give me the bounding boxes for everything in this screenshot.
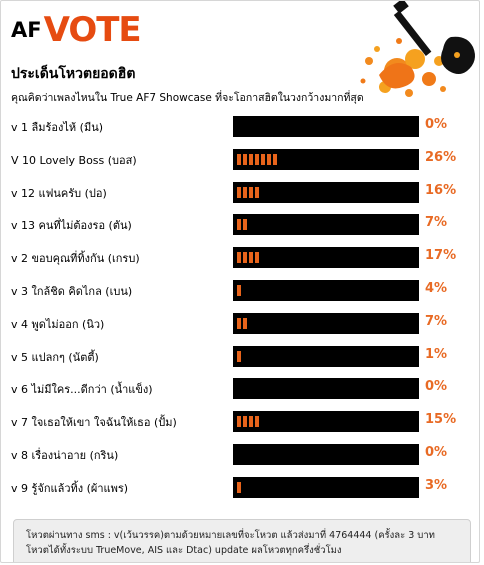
option-label: v 4 พูดไม่ออก (นิว) xyxy=(11,317,105,331)
result-bar-fill xyxy=(237,154,279,165)
result-bar-fill xyxy=(237,416,261,427)
bar-segment xyxy=(237,351,241,362)
bar-segment xyxy=(237,154,241,165)
poll-title: ประเด็นโหวตยอดฮิต xyxy=(11,66,136,82)
bar-segment xyxy=(267,154,271,165)
sms-info-line-2: โหวตได้ทั้งระบบ TrueMove, AIS และ Dtac) update ผลโหวตทุกครึ่งชั่วโมง xyxy=(26,545,342,556)
bar-segment xyxy=(243,318,247,329)
option-percent: 4% xyxy=(425,281,448,296)
option-label: v 2 ขอบคุณที่ทิ้งกัน (เกรบ) xyxy=(11,252,140,266)
bar-segment xyxy=(255,252,259,263)
result-bar xyxy=(233,346,419,367)
poll-option-row xyxy=(1,375,480,401)
sms-info-line-1: โหวตผ่านทาง sms : v(เว้นวรรค)ตามด้วยหมายเลขที่จะโหวต แล้วส่งมาที่ 4764444 (ครั้งละ 3 บาท xyxy=(26,530,435,541)
option-label: V 10 Lovely Boss (บอส) xyxy=(11,153,137,167)
option-percent: 17% xyxy=(425,248,457,264)
option-label: v 8 เรื่องน่าอาย (กริน) xyxy=(11,449,119,462)
bar-segment xyxy=(273,154,277,165)
sms-vote-info xyxy=(13,519,471,563)
option-label: v 6 ไม่มีใคร...ดีกว่า (น้ำแข็ง) xyxy=(11,383,153,397)
af-vote-logo xyxy=(11,10,141,50)
option-percent: 26% xyxy=(425,149,457,165)
bar-segment xyxy=(237,252,241,263)
logo-prefix: AF xyxy=(11,18,42,42)
poll-option-row xyxy=(1,146,480,172)
bar-segment xyxy=(255,416,259,427)
result-bar xyxy=(233,247,419,268)
option-percent: 0% xyxy=(425,379,448,395)
option-label: v 12 แฟนครับ (ปอ) xyxy=(11,186,107,200)
result-bar-fill xyxy=(237,351,243,362)
poll-option-row xyxy=(1,244,480,270)
option-percent: 0% xyxy=(425,445,448,460)
poll-question: คุณคิดว่าเพลงไหนใน True AF7 Showcase ที่จะโอกาสฮิตในวงกว้างมากที่สุด xyxy=(11,92,364,104)
result-bar xyxy=(233,149,419,170)
poll-option-row xyxy=(1,441,480,467)
result-bar xyxy=(233,116,419,137)
result-bar xyxy=(233,477,419,498)
option-label: v 5 แปลกๆ (นัตตี้) xyxy=(11,350,99,364)
result-bar xyxy=(233,444,419,465)
bar-segment xyxy=(237,318,241,329)
poll-option-row xyxy=(1,179,480,205)
poll-option-row xyxy=(1,474,480,500)
result-bar xyxy=(233,313,419,334)
bar-segment xyxy=(255,187,259,198)
bar-segment xyxy=(243,219,247,230)
option-label: v 7 ใจเธอให้เขา ใจฉันให้เธอ (ปั้ม) xyxy=(11,416,177,430)
result-bar-fill xyxy=(237,285,243,296)
bar-segment xyxy=(261,154,265,165)
bar-segment xyxy=(255,154,259,165)
option-percent: 15% xyxy=(425,412,457,428)
option-label: v 1 ลืมร้องไห้ (มีน) xyxy=(11,121,104,134)
result-bar-fill xyxy=(237,219,249,230)
poll-option-row xyxy=(1,211,480,237)
result-bar-fill xyxy=(237,252,261,263)
bar-segment xyxy=(249,154,253,165)
bar-segment xyxy=(249,416,253,427)
result-bar xyxy=(233,378,419,399)
result-bar xyxy=(233,280,419,301)
poll-option-row xyxy=(1,310,480,336)
bar-segment xyxy=(243,187,247,198)
bar-segment xyxy=(243,416,247,427)
option-percent: 7% xyxy=(425,215,448,231)
option-label: v 13 คนที่ไม่ต้องรอ (ตัน) xyxy=(11,219,132,233)
poll-option-row xyxy=(1,408,480,434)
logo-word: VOTE xyxy=(43,10,141,50)
result-bar xyxy=(233,214,419,235)
bar-segment xyxy=(249,187,253,198)
result-bar-fill xyxy=(237,187,261,198)
bar-segment xyxy=(237,482,241,493)
option-label: v 9 รู้จักแล้วทิ้ง (ผ้าแพร) xyxy=(11,481,129,495)
poll-option-row xyxy=(1,343,480,369)
option-percent: 0% xyxy=(425,117,448,132)
bar-segment xyxy=(237,219,241,230)
poll-option-row xyxy=(1,113,480,139)
poll-option-row xyxy=(1,277,480,303)
result-bar xyxy=(233,411,419,432)
option-percent: 3% xyxy=(425,477,448,493)
result-bar-fill xyxy=(237,482,243,493)
option-percent: 1% xyxy=(425,346,448,362)
bar-segment xyxy=(243,154,247,165)
result-bar-fill xyxy=(237,318,249,329)
bar-segment xyxy=(237,285,241,296)
bar-segment xyxy=(237,187,241,198)
bar-segment xyxy=(243,252,247,263)
option-label: v 3 ใกล้ชิด คิดไกล (เบน) xyxy=(11,285,133,298)
result-bar xyxy=(233,182,419,203)
guitar-splash-art xyxy=(339,1,479,101)
bar-segment xyxy=(237,416,241,427)
bar-segment xyxy=(249,252,253,263)
option-percent: 16% xyxy=(425,182,457,198)
option-percent: 7% xyxy=(425,313,448,329)
